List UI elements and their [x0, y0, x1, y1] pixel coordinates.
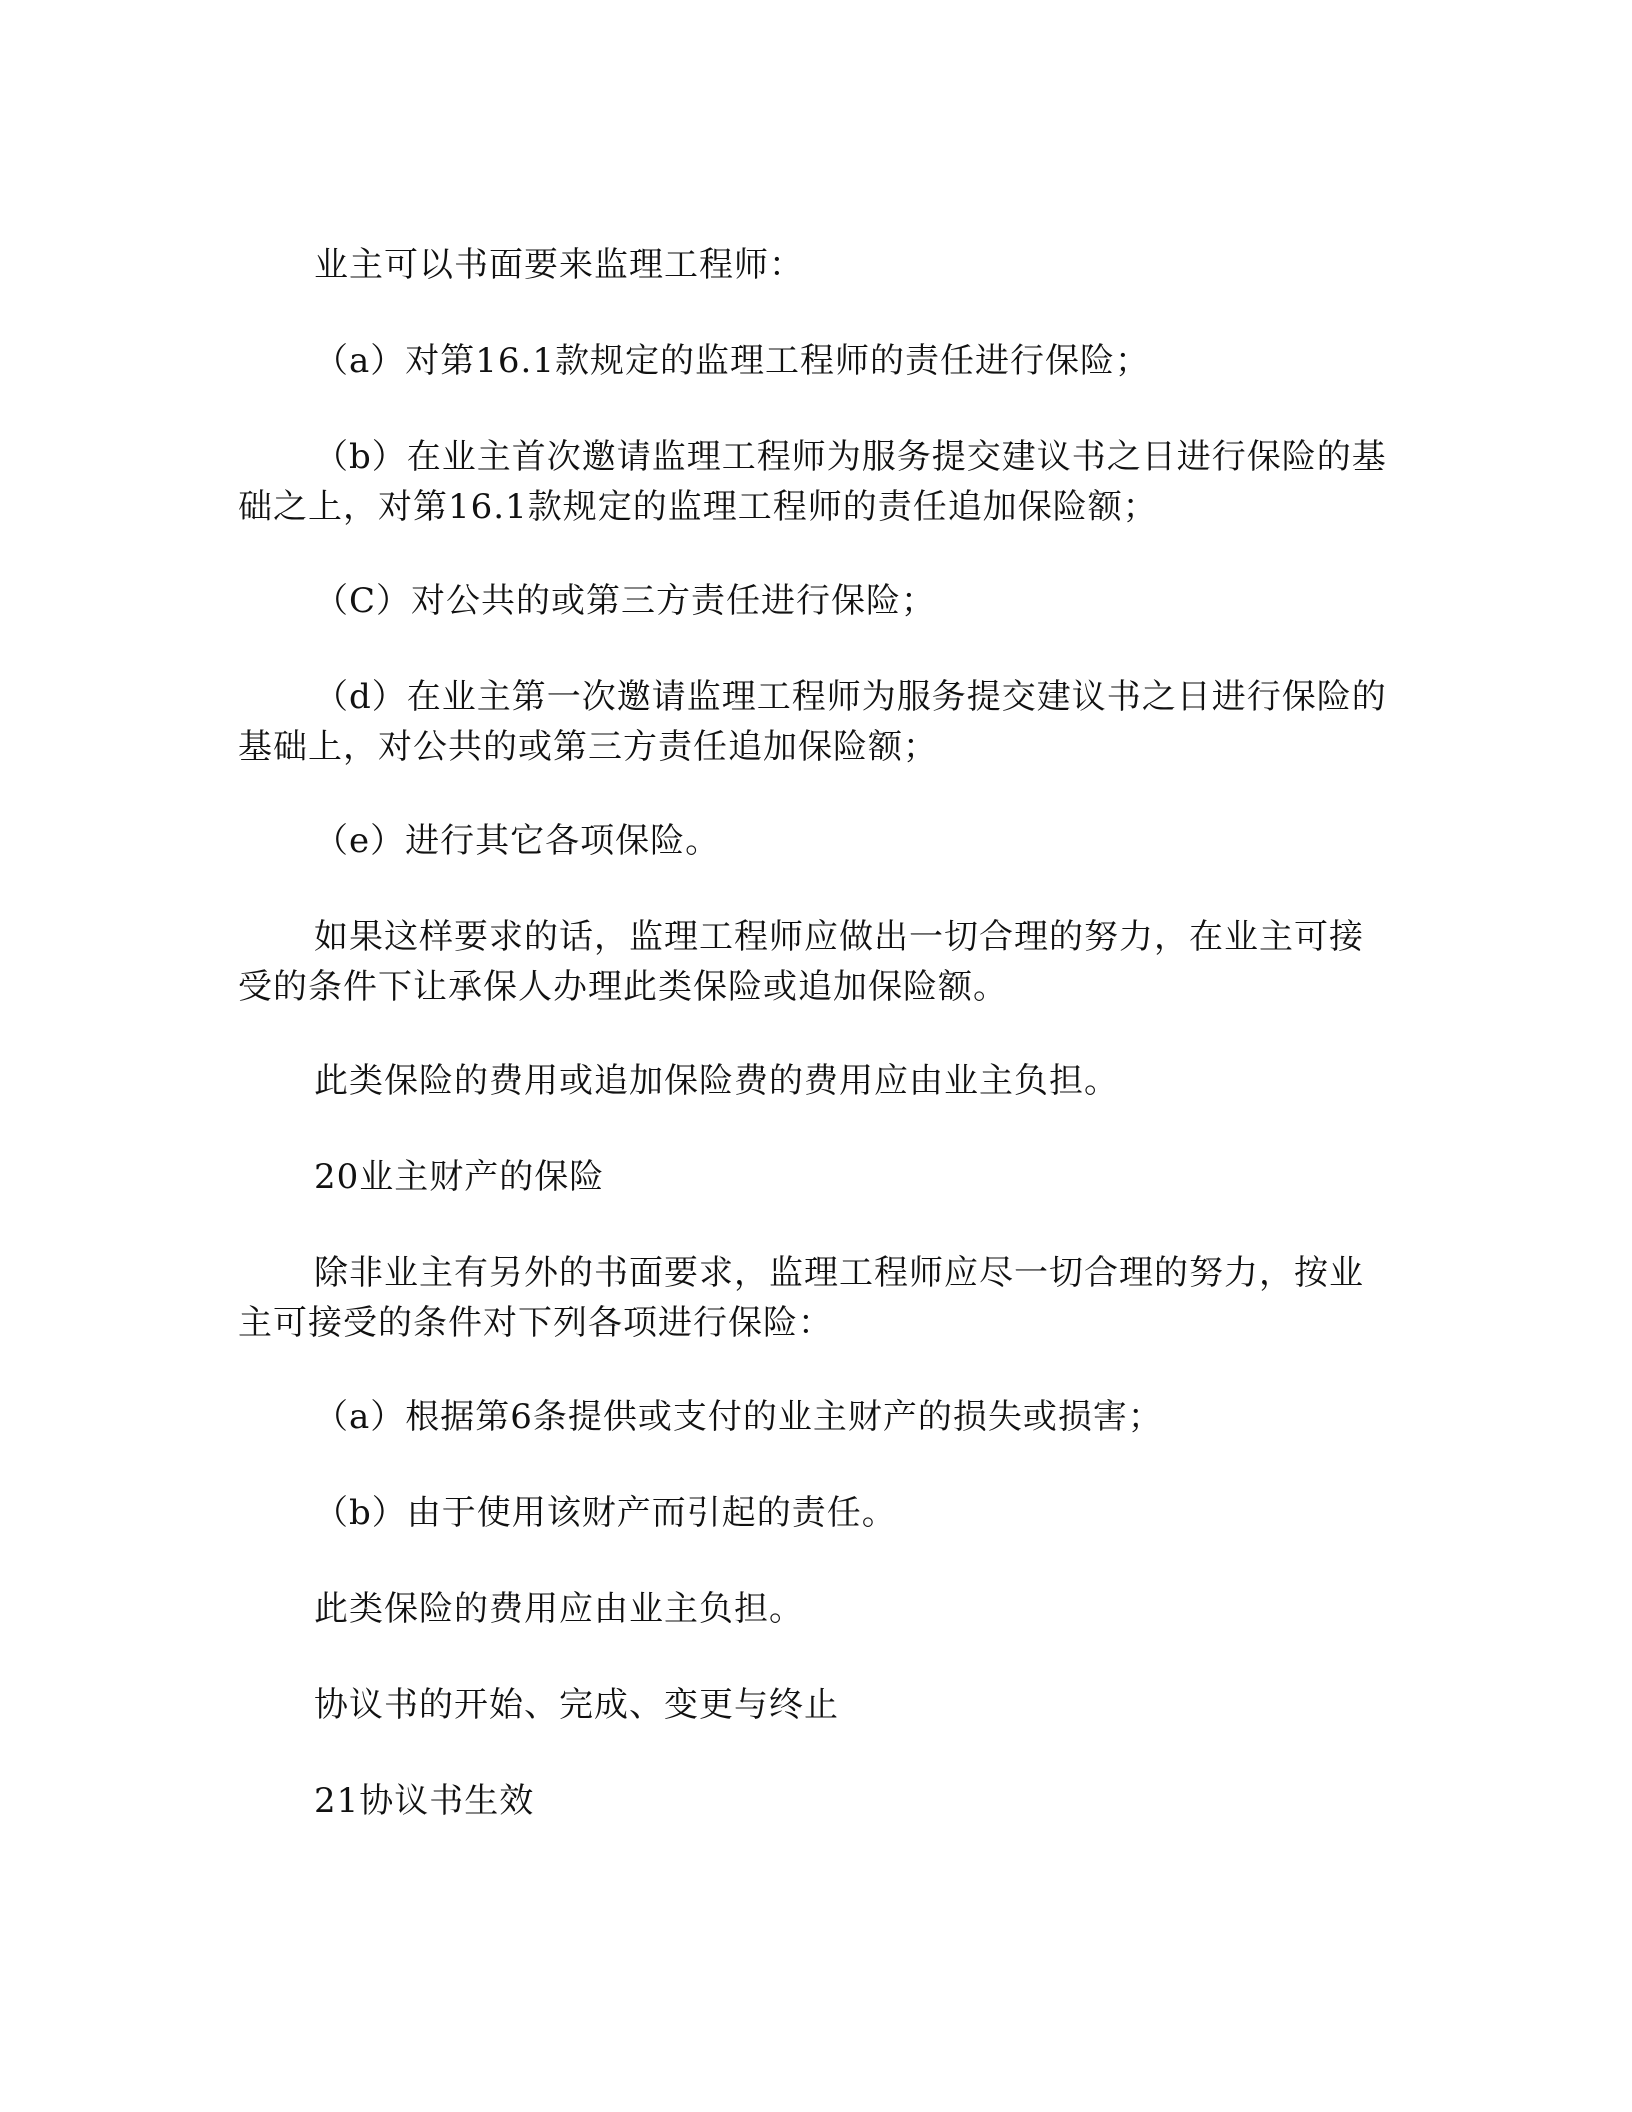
paragraph-property-a: （a）根据第6条提供或支付的业主财产的损失或损害；: [314, 1397, 1163, 1437]
paragraph-request: 如果这样要求的话，监理工程师应做出一切合理的努力，在业主可接受的条件下让承保人办理此类保险或追加保险额。: [238, 917, 1364, 1007]
paragraph-property-cost: 此类保险的费用应由业主负担。: [314, 1589, 804, 1629]
paragraph-item-c: （C）对公共的或第三方责任进行保险；: [314, 581, 937, 621]
paragraph-item-d: （d）在业主第一次邀请监理工程师为服务提交建议书之日进行保险的基础上，对公共的或第三方责任追加保险额；: [238, 677, 1387, 767]
paragraph-property-b: （b）由于使用该财产而引起的责任。: [314, 1493, 897, 1533]
section-heading-20: 20业主财产的保险: [314, 1157, 605, 1197]
paragraph-unless: 除非业主有另外的书面要求，监理工程师应尽一切合理的努力，按业主可接受的条件对下列各项进行保险：: [238, 1253, 1364, 1343]
paragraph-item-a: （a）对第16.1款规定的监理工程师的责任进行保险；: [314, 341, 1150, 381]
paragraph-cost: 此类保险的费用或追加保险费的费用应由业主负担。: [314, 1061, 1119, 1101]
paragraph-item-e: （e）进行其它各项保险。: [314, 821, 721, 861]
paragraph-item-b: （b）在业主首次邀请监理工程师为服务提交建议书之日进行保险的基础之上，对第16.1款规定的监理工程师的责任追加保险额；: [238, 437, 1387, 527]
section-heading-agreement: 协议书的开始、完成、变更与终止: [314, 1685, 839, 1725]
section-heading-21: 21协议书生效: [314, 1781, 535, 1821]
paragraph-intro: 业主可以书面要来监理工程师：: [314, 245, 804, 285]
